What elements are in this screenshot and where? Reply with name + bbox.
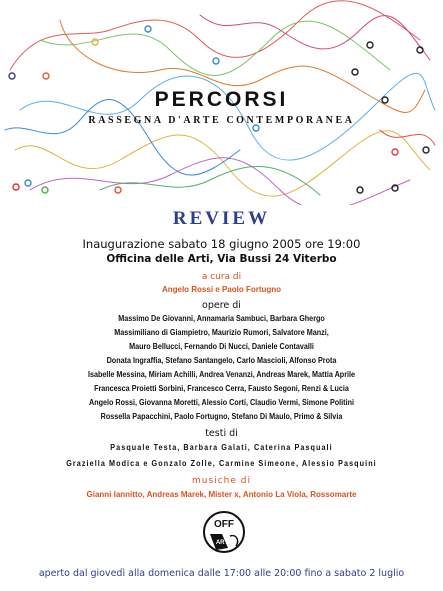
exhibition-title: PERCORSI: [154, 88, 289, 111]
exhibition-subtitle: RASSEGNA D'ARTE CONTEMPORANEA: [88, 115, 355, 126]
artists-line-2: Massimiliano di Giampietro, Maurizio Rumori, Salvatore Manzi,: [114, 328, 329, 337]
texts-heading: testi di: [205, 428, 238, 439]
artists-line-6: Francesca Proietti Sorbini, Francesco Cerra, Fausto Segoni, Renzi & Lucia: [94, 384, 349, 393]
artists-line-4: Donata Ingraffia, Stefano Santangelo, Carlo Mascioli, Alfonso Prota: [106, 356, 337, 365]
curated-heading: a cura di: [201, 272, 242, 282]
opening-date: Inaugurazione sabato 18 giugno 2005 ore 19:00: [82, 237, 361, 251]
musicians: Gianni Iannitto, Andreas Marek, Mister x, Antonio La Viola, Rossomarte: [86, 490, 357, 499]
writers-line-1: Pasquale Testa, Barbara Galati, Caterina Pasquali: [110, 443, 333, 452]
music-heading: musiche di: [192, 476, 251, 486]
opening-hours: aperto dal giovedì alla domenica dalle 17:00 alle 20:00 fino a sabato 2 luglio: [38, 568, 405, 579]
venue-address: Officina delle Arti, Via Bussi 24 Viterbo: [106, 253, 337, 265]
svg-text:ART: ART: [215, 540, 229, 546]
artists-line-7: Angelo Rossi, Giovanna Moretti, Alessio Corti, Claudio Vermi, Simone Politini: [89, 398, 354, 407]
writers-line-2: Graziella Modica e Gonzalo Zolle, Carmine Simeone, Alessio Pasquini: [66, 459, 377, 468]
review-heading: REVIEW: [172, 208, 271, 229]
works-heading: opere di: [202, 300, 241, 311]
artists-line-1: Massimo De Giovanni, Annamaria Sambuci, Barbara Ghergo: [118, 314, 325, 323]
off-art-logo: [202, 508, 246, 556]
svg-text:OFF: OFF: [214, 519, 234, 530]
artists-line-8: Rossella Papacchini, Paolo Fortugno, Stefano Di Maulo, Primo & Silvia: [100, 412, 343, 421]
artists-line-3: Mauro Bellucci, Fernando Di Nucci, Daniele Contavalli: [129, 342, 314, 351]
curators: Angelo Rossi e Paolo Fortugno: [161, 285, 282, 294]
artists-line-5: Isabelle Messina, Miriam Achilli, Andrea Venanzi, Andreas Marek, Mattia Aprile: [87, 370, 356, 379]
